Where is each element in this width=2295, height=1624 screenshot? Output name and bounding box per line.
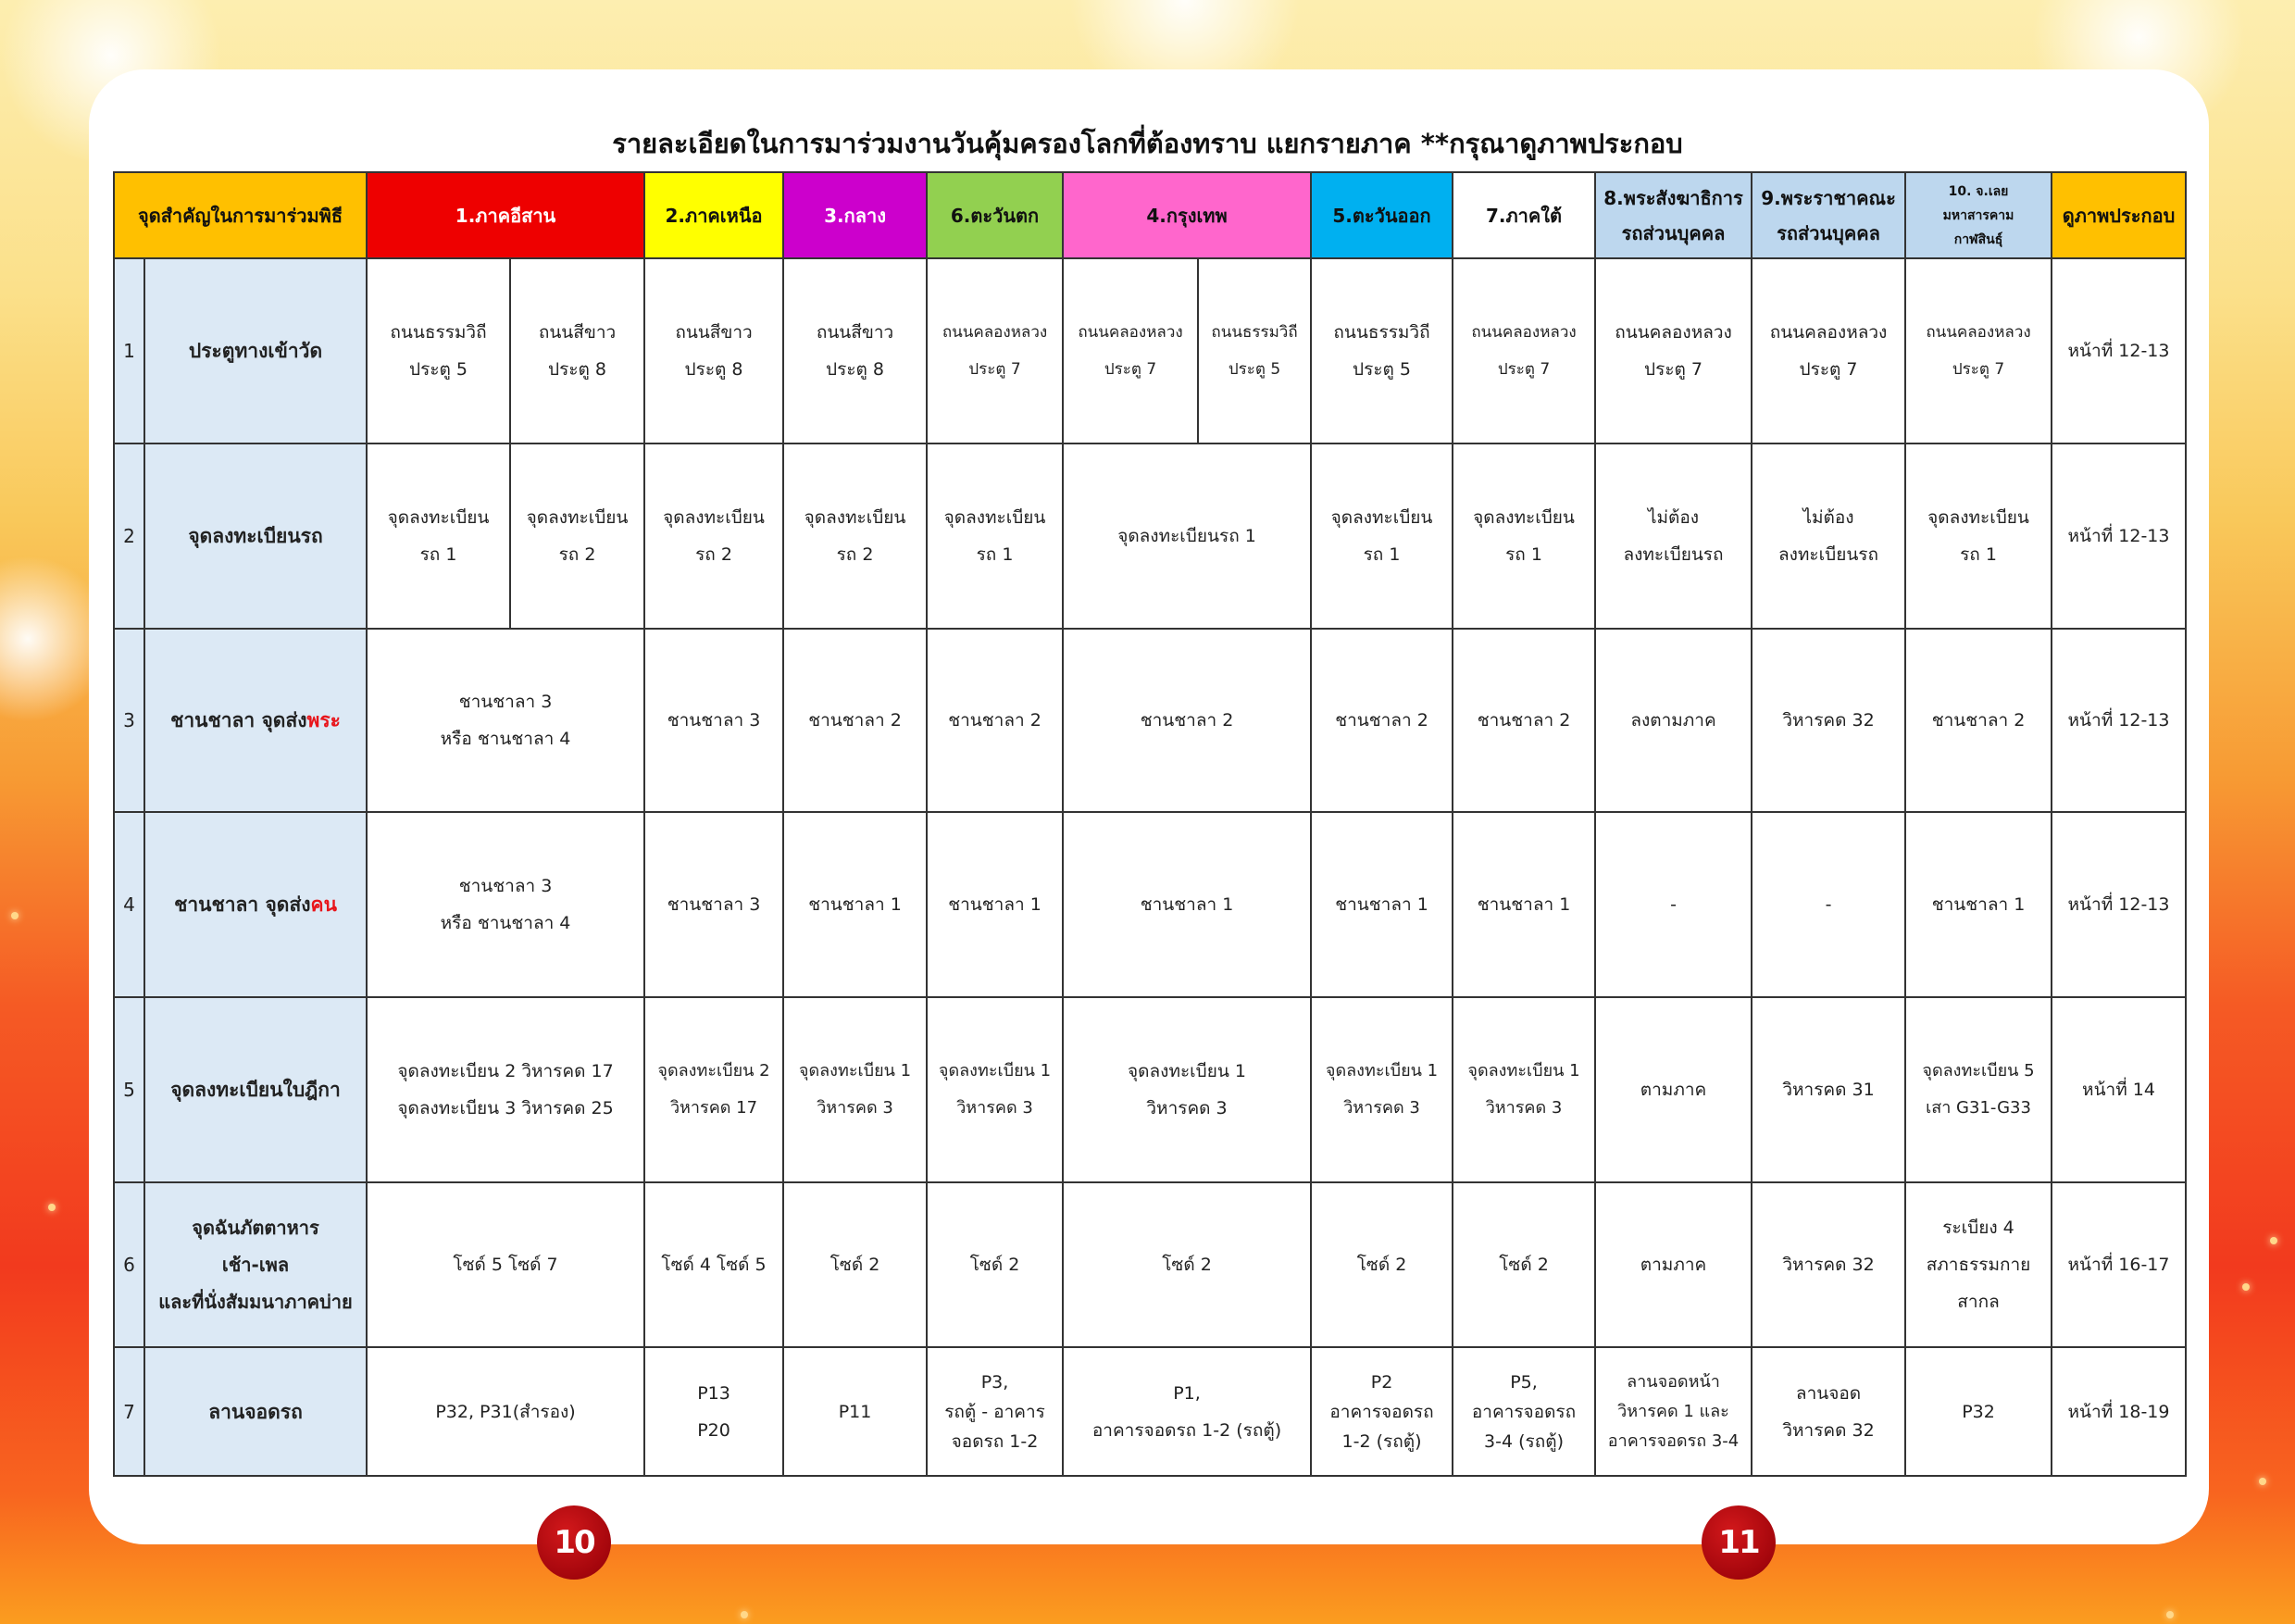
header-rajakana-title: 9.พระราชาคณะ xyxy=(1761,186,1896,209)
sparkle-icon xyxy=(2166,1611,2174,1618)
cell-south: ชานชาลา 1 xyxy=(1453,812,1595,997)
cell-bangkok-a xyxy=(1063,258,1198,443)
cell-line: ประตู 8 xyxy=(684,359,743,380)
cell-line: จุดลงทะเบียน xyxy=(526,507,629,528)
table-row xyxy=(114,443,2186,629)
cell-bangkok xyxy=(1063,997,1311,1182)
cell-isan xyxy=(367,997,644,1182)
cell-loei: ชานชาลา 2 xyxy=(1905,629,2052,812)
cell-rajakana xyxy=(1752,443,1905,629)
cell-loei xyxy=(1905,443,2052,629)
row-label-text: ชานชาลา จุดส่ง xyxy=(174,893,311,916)
cell-line: ประตู 5 xyxy=(409,359,468,380)
row-number: 5 xyxy=(114,997,144,1182)
cell-line: ถนนสีขาว xyxy=(816,322,894,343)
cell-bangkok: ชานชาลา 2 xyxy=(1063,629,1311,812)
header-loei-line: มหาสารคาม xyxy=(1942,207,2014,223)
cell-bangkok xyxy=(1063,1347,1311,1476)
page-number-right: 11 xyxy=(1702,1505,1776,1580)
cell-west xyxy=(927,443,1063,629)
table-row xyxy=(114,629,2186,812)
cell-line: จุดลงทะเบียน xyxy=(943,507,1046,528)
row-label: จุดลงทะเบียนรถ xyxy=(144,443,367,629)
cell-north xyxy=(644,1347,783,1476)
cell-line: จุดลงทะเบียน 1 xyxy=(1128,1061,1246,1081)
row-label: ลานจอดรถ xyxy=(144,1347,367,1476)
cell-line: ถนนคลองหลวง xyxy=(1078,323,1183,342)
row-label xyxy=(144,812,367,997)
cell-line: ถนนคลองหลวง xyxy=(1615,322,1732,343)
cell-line: P3, xyxy=(980,1371,1009,1393)
cell-east xyxy=(1311,1347,1453,1476)
cell-page-ref: หน้าที่ 12-13 xyxy=(2052,258,2186,443)
cell-page-ref: หน้าที่ 14 xyxy=(2052,997,2186,1182)
cell-line: รถ 2 xyxy=(836,544,874,565)
header-loei-line: 10. จ.เลย xyxy=(1948,183,2009,199)
cell-central xyxy=(783,997,927,1182)
cell-line: จุดลงทะเบียน xyxy=(1927,507,2029,528)
cell-line: หรือ ชานชาลา 4 xyxy=(440,729,571,749)
header-row xyxy=(114,172,2186,258)
cell-west: ชานชาลา 1 xyxy=(927,812,1063,997)
cell-line: จุดลงทะเบียน 5 xyxy=(1922,1061,2035,1081)
cell-north: โซด์ 4 โซด์ 5 xyxy=(644,1182,783,1347)
cell-line: วิหารคด 32 xyxy=(1782,1419,1875,1441)
row-number: 1 xyxy=(114,258,144,443)
cell-bangkok: จุดลงทะเบียนรถ 1 xyxy=(1063,443,1311,629)
cell-line: จุดลงทะเบียน 1 xyxy=(1467,1061,1580,1081)
row-number: 4 xyxy=(114,812,144,997)
cell-line: ประตู 5 xyxy=(1353,359,1411,380)
cell-rajakana: วิหารคด 32 xyxy=(1752,1182,1905,1347)
cell-line: ไม่ต้อง xyxy=(1647,507,1700,528)
row-label-line: และที่นั่งสัมมนาภาคบ่าย xyxy=(158,1291,353,1313)
table-row xyxy=(114,258,2186,443)
cell-north: ชานชาลา 3 xyxy=(644,812,783,997)
sparkle-icon xyxy=(11,912,19,919)
cell-line: P1, xyxy=(1173,1382,1201,1404)
row-number: 6 xyxy=(114,1182,144,1347)
cell-line: อาคารจอดรถ 1-2 (รถตู้) xyxy=(1091,1419,1282,1441)
cell-line: ถนนคลองหลวง xyxy=(1471,323,1577,342)
cell-sangha: ตามภาค xyxy=(1595,997,1752,1182)
cell-north xyxy=(644,258,783,443)
cell-line: หรือ ชานชาลา 4 xyxy=(440,913,571,933)
cell-line: ถนนสีขาว xyxy=(538,322,617,343)
table-row xyxy=(114,812,2186,997)
cell-line: ถนนธรรมวิถี xyxy=(1211,323,1298,342)
header-rajakana-sub: รถส่วนบุคคล xyxy=(1777,221,1880,244)
cell-west xyxy=(927,997,1063,1182)
cell-central xyxy=(783,443,927,629)
cell-east xyxy=(1311,258,1453,443)
header-loei-mahasarakham-kalasin xyxy=(1905,172,2052,258)
cell-line: รถตู้ - อาคาร xyxy=(944,1401,1045,1422)
sparkle-icon xyxy=(741,1611,748,1618)
cell-east xyxy=(1311,997,1453,1182)
header-key-points: จุดสำคัญในการมาร่วมพิธี xyxy=(114,172,367,258)
cell-isan: โซด์ 5 โซด์ 7 xyxy=(367,1182,644,1347)
cell-line: อาคารจอดรถ xyxy=(1471,1401,1577,1422)
cell-line: วิหารคด 1 และ xyxy=(1617,1401,1729,1421)
header-sangha-personal-car xyxy=(1595,172,1752,258)
header-isan: 1.ภาคอีสาน xyxy=(367,172,644,258)
sparkle-icon xyxy=(2259,1478,2266,1485)
cell-line: ประตู 7 xyxy=(1104,360,1157,379)
cell-line: ประตู 8 xyxy=(548,359,606,380)
cell-north: ชานชาลา 3 xyxy=(644,629,783,812)
cell-line: ชานชาลา 3 xyxy=(458,876,553,896)
cell-line: อาคารจอดรถ xyxy=(1329,1401,1434,1422)
cell-page-ref: หน้าที่ 12-13 xyxy=(2052,812,2186,997)
cell-line: ประตู 7 xyxy=(1497,360,1551,379)
row-label xyxy=(144,629,367,812)
cell-line: วิหารคด 17 xyxy=(669,1098,758,1118)
header-sangha-sub: รถส่วนบุคคล xyxy=(1621,221,1726,244)
cell-west: โซด์ 2 xyxy=(927,1182,1063,1347)
cell-line: จุดลงทะเบียน xyxy=(1473,507,1575,528)
cell-line: ถนนสีขาว xyxy=(675,322,753,343)
cell-west xyxy=(927,258,1063,443)
header-central: 3.กลาง xyxy=(783,172,927,258)
row-number: 7 xyxy=(114,1347,144,1476)
cell-rajakana: วิหารคด 32 xyxy=(1752,629,1905,812)
cell-line: วิหารคด 3 xyxy=(1146,1098,1228,1118)
cell-line: ถนนคลองหลวง xyxy=(1926,323,2031,342)
cell-line: ประตู 5 xyxy=(1228,360,1281,379)
cell-isan-a xyxy=(367,443,510,629)
cell-loei xyxy=(1905,1182,2052,1347)
cell-line: P20 xyxy=(697,1419,730,1441)
cell-line: ถนนธรรมวิถี xyxy=(390,322,487,343)
header-see-illustration: ดูภาพประกอบ xyxy=(2052,172,2186,258)
table-row xyxy=(114,1182,2186,1347)
cell-line: ไม่ต้อง xyxy=(1802,507,1854,528)
cell-rajakana: - xyxy=(1752,812,1905,997)
header-south: 7.ภาคใต้ xyxy=(1453,172,1595,258)
cell-rajakana: วิหารคด 31 xyxy=(1752,997,1905,1182)
cell-page-ref: หน้าที่ 18-19 xyxy=(2052,1347,2186,1476)
cell-line: วิหารคด 3 xyxy=(956,1098,1033,1118)
cell-south xyxy=(1453,1347,1595,1476)
cell-bangkok-b xyxy=(1198,258,1311,443)
cell-line: 3-4 (รถตู้) xyxy=(1484,1430,1564,1452)
cell-loei: ชานชาลา 1 xyxy=(1905,812,2052,997)
cell-south xyxy=(1453,997,1595,1182)
header-north: 2.ภาคเหนือ xyxy=(644,172,783,258)
cell-line: P13 xyxy=(697,1382,730,1404)
cell-rajakana xyxy=(1752,1347,1905,1476)
cell-line: ประตู 7 xyxy=(1952,360,2005,379)
cell-rajakana xyxy=(1752,258,1905,443)
cell-line: ลงทะเบียนรถ xyxy=(1623,544,1724,565)
cell-south xyxy=(1453,443,1595,629)
cell-isan: P32, P31(สำรอง) xyxy=(367,1347,644,1476)
cell-line: ถนนคลองหลวง xyxy=(1769,322,1888,343)
cell-line: วิหารคด 3 xyxy=(1485,1098,1563,1118)
cell-line: รถ 1 xyxy=(976,544,1014,565)
cell-line: รถ 2 xyxy=(558,544,596,565)
row-label: จุดลงทะเบียนใบฎีกา xyxy=(144,997,367,1182)
cell-north xyxy=(644,443,783,629)
header-sangha-title: 8.พระสังฆาธิการ xyxy=(1603,186,1743,209)
cell-line: ประตู 7 xyxy=(968,360,1021,379)
cell-line: สภาธรรมกาย xyxy=(1926,1255,2031,1275)
row-label-line: จุดฉันภัตตาหาร xyxy=(192,1217,319,1239)
cell-loei xyxy=(1905,258,2052,443)
cell-north xyxy=(644,997,783,1182)
cell-line: P5, xyxy=(1510,1371,1538,1393)
cell-line: จุดลงทะเบียน xyxy=(663,507,765,528)
cell-south xyxy=(1453,258,1595,443)
header-rajakana-personal-car xyxy=(1752,172,1905,258)
row-label xyxy=(144,1182,367,1347)
cell-sangha xyxy=(1595,443,1752,629)
row-label: ประตูทางเข้าวัด xyxy=(144,258,367,443)
row-number: 2 xyxy=(114,443,144,629)
cell-line: เสา G31-G33 xyxy=(1926,1098,2031,1118)
cell-east xyxy=(1311,443,1453,629)
cell-line: จุดลงทะเบียน 2 xyxy=(657,1061,770,1081)
cell-page-ref: หน้าที่ 12-13 xyxy=(2052,629,2186,812)
cell-isan-a xyxy=(367,258,510,443)
cell-west: ชานชาลา 2 xyxy=(927,629,1063,812)
page-number-left: 10 xyxy=(537,1505,611,1580)
cell-south: โซด์ 2 xyxy=(1453,1182,1595,1347)
cell-central: โซด์ 2 xyxy=(783,1182,927,1347)
cell-line: ประตู 7 xyxy=(1799,359,1858,380)
header-west: 6.ตะวันตก xyxy=(927,172,1063,258)
cell-line: ระเบียง 4 xyxy=(1942,1218,2014,1238)
cell-west xyxy=(927,1347,1063,1476)
cell-line: วิหารคด 3 xyxy=(817,1098,893,1118)
cell-line: จอดรถ 1-2 xyxy=(951,1430,1039,1452)
cell-line: สากล xyxy=(1957,1292,2000,1312)
cell-line: รถ 1 xyxy=(1505,544,1542,565)
row-number: 3 xyxy=(114,629,144,812)
cell-east: โซด์ 2 xyxy=(1311,1182,1453,1347)
cell-isan-b xyxy=(510,443,644,629)
cell-sangha: ตามภาค xyxy=(1595,1182,1752,1347)
cell-page-ref: หน้าที่ 16-17 xyxy=(2052,1182,2186,1347)
cell-isan-b xyxy=(510,258,644,443)
cell-bangkok: ชานชาลา 1 xyxy=(1063,812,1311,997)
cell-line: จุดลงทะเบียน 2 วิหารคด 17 xyxy=(397,1061,614,1081)
cell-line: รถ 2 xyxy=(695,544,732,565)
cell-page-ref: หน้าที่ 12-13 xyxy=(2052,443,2186,629)
cell-loei: P32 xyxy=(1905,1347,2052,1476)
cell-central: ชานชาลา 2 xyxy=(783,629,927,812)
cell-isan xyxy=(367,629,644,812)
sparkle-icon xyxy=(48,1204,56,1211)
cell-central xyxy=(783,258,927,443)
cell-bangkok: โซด์ 2 xyxy=(1063,1182,1311,1347)
cell-central: ชานชาลา 1 xyxy=(783,812,927,997)
cell-line: รถ 1 xyxy=(419,544,457,565)
cell-sangha xyxy=(1595,258,1752,443)
cell-line: จุดลงทะเบียน 1 xyxy=(798,1061,912,1081)
cell-central: P11 xyxy=(783,1347,927,1476)
cell-south: ชานชาลา 2 xyxy=(1453,629,1595,812)
cell-line: จุดลงทะเบียน 1 xyxy=(938,1061,1052,1081)
cell-line: อาคารจอดรถ 3-4 xyxy=(1607,1430,1740,1451)
cell-loei xyxy=(1905,997,2052,1182)
cell-line: 1-2 (รถตู้) xyxy=(1341,1430,1422,1452)
header-bangkok: 4.กรุงเทพ xyxy=(1063,172,1311,258)
sparkle-icon xyxy=(2242,1283,2250,1291)
cell-line: จุดลงทะเบียน xyxy=(387,507,490,528)
cell-line: ประตู 8 xyxy=(826,359,884,380)
row-label-text: ชานชาลา จุดส่ง xyxy=(170,709,307,731)
cell-line: วิหารคด 3 xyxy=(1343,1098,1420,1118)
row-label-highlight: คน xyxy=(310,893,337,916)
cell-sangha: ลงตามภาค xyxy=(1595,629,1752,812)
sparkle-icon xyxy=(2270,1237,2277,1244)
cell-line: ถนนคลองหลวง xyxy=(942,323,1048,342)
cell-line: จุดลงทะเบียน 3 วิหารคด 25 xyxy=(397,1098,614,1118)
cell-line: ลานจอดหน้า xyxy=(1627,1371,1720,1392)
header-east: 5.ตะวันออก xyxy=(1311,172,1453,258)
cell-east: ชานชาลา 1 xyxy=(1311,812,1453,997)
cell-line: ลานจอด xyxy=(1795,1382,1862,1404)
cell-line: จุดลงทะเบียน xyxy=(1330,507,1433,528)
row-label-line: เช้า-เพล xyxy=(221,1254,290,1276)
cell-east: ชานชาลา 2 xyxy=(1311,629,1453,812)
cell-line: จุดลงทะเบียน xyxy=(804,507,906,528)
header-loei-line: กาฬสินธุ์ xyxy=(1953,231,2003,247)
cell-line: จุดลงทะเบียน 1 xyxy=(1325,1061,1439,1081)
cell-line: ชานชาลา 3 xyxy=(458,692,553,712)
cell-line: P2 xyxy=(1370,1371,1393,1393)
cell-line: รถ 1 xyxy=(1960,544,1997,565)
cell-isan xyxy=(367,812,644,997)
table-row xyxy=(114,1347,2186,1476)
cell-line: รถ 1 xyxy=(1363,544,1401,565)
ceremony-details-table xyxy=(113,171,2187,1477)
page-title: รายละเอียดในการมาร่วมงานวันคุ้มครองโลกที่ต้องทราบ แยกรายภาค **กรุณาดูภาพประกอบ xyxy=(612,128,1683,159)
table-row xyxy=(114,997,2186,1182)
row-label-highlight: พระ xyxy=(306,709,341,731)
cell-line: ลงทะเบียนรถ xyxy=(1777,544,1879,565)
cell-line: ถนนธรรมวิถี xyxy=(1333,322,1430,343)
cell-sangha: - xyxy=(1595,812,1752,997)
cell-line: ประตู 7 xyxy=(1644,359,1703,380)
cell-sangha xyxy=(1595,1347,1752,1476)
